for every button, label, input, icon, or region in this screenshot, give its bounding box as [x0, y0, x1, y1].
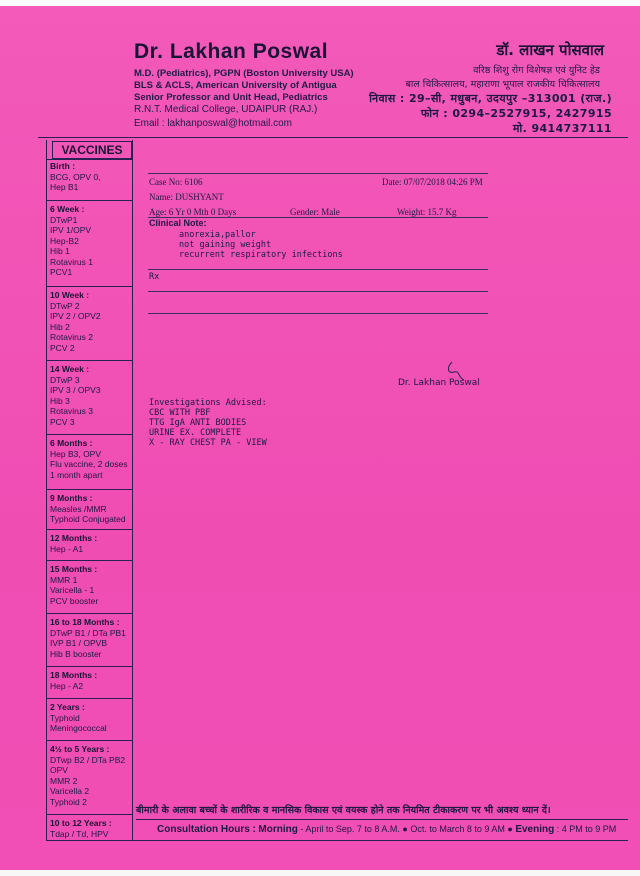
morning-label: Morning [258, 824, 298, 835]
investigation-item: URINE EX. COMPLETE [149, 428, 242, 438]
vaccine-age-heading: 12 Months : [50, 533, 98, 543]
vaccine-age-heading: 9 Months : [50, 493, 93, 503]
vaccine-age-heading: 16 to 18 Months : [50, 617, 120, 627]
vaccine-group-separator [46, 560, 132, 561]
visit-date: Date: 07/07/2018 04:26 PM [382, 177, 483, 187]
vaccine-group [50, 290, 132, 353]
case-number: Case No: 6106 [149, 177, 203, 187]
vaccine-group-separator [46, 666, 132, 667]
vaccine-age-heading: 18 Months : [50, 670, 98, 680]
consultation-hours [157, 824, 616, 835]
vaccines-title: VACCINES [52, 141, 132, 159]
vaccine-item: Hep-B2 [50, 235, 79, 246]
footer-divider [136, 819, 628, 820]
college-line: R.N.T. Medical College, UDAIPUR (RAJ.) [134, 104, 318, 115]
vaccine-item: Meningococcal [50, 723, 107, 733]
vaccine-group [50, 533, 132, 554]
hindi-designation: वरिष्ठ शिशु रोग विशेषज्ञ एवं युनिट हेड [473, 65, 600, 76]
vaccine-item: Hib B booster [50, 648, 102, 659]
vaccine-group-separator [46, 740, 132, 741]
vaccine-item: Hib 3 [50, 395, 70, 406]
vaccine-item: MMR 1 [50, 574, 78, 585]
vaccine-item: Flu vaccine, 2 doses [50, 459, 128, 469]
investigation-item: TTG IgA ANTI BODIES [149, 418, 247, 428]
vaccine-group [50, 438, 132, 480]
evening-hours: : 4 PM to 9 PM [554, 824, 617, 834]
mobile-number: मो. 9414737111 [512, 122, 612, 135]
vaccine-group [50, 364, 132, 427]
phone-numbers: फोन : 0294–2527915, 2427915 [420, 107, 612, 120]
vaccine-item: OPV [50, 765, 68, 775]
patient-gender: Gender: Male [290, 207, 340, 217]
vaccine-group-separator [46, 698, 132, 699]
vaccine-age-heading: Birth : [50, 161, 76, 171]
left-margin-line [46, 140, 47, 840]
investigations-heading: Investigations Advised: [149, 398, 267, 408]
vaccine-item: BCG, OPV 0, [50, 171, 101, 182]
vaccine-item: Hep - A1 [50, 543, 84, 554]
vaccine-item: PCV 3 [50, 416, 75, 427]
vaccine-item: Typhoid 2 [50, 796, 87, 807]
vaccine-group-separator [46, 529, 132, 530]
vaccine-item: IPV 1/OPV [50, 225, 92, 235]
vaccine-item: IPV 2 / OPV2 [50, 311, 101, 321]
vaccine-age-heading: 4½ to 5 Years : [50, 744, 110, 754]
vaccine-item: Measles /MMR [50, 503, 107, 514]
consultation-label: Consultation Hours : [157, 824, 256, 835]
clinical-note-line: anorexia,pallor [179, 230, 256, 240]
vaccine-item: Hep B1 [50, 182, 79, 192]
header-divider [38, 137, 628, 138]
patient-name: Name: DUSHYANT [149, 192, 224, 202]
vaccine-item: MMR 2 [50, 775, 78, 786]
vaccine-age-heading: 14 Week : [50, 364, 90, 374]
vaccine-item: DTwp B2 / DTa PB2 [50, 754, 126, 765]
paper-edge-bottom [0, 870, 640, 876]
vaccine-item: Typhoid [50, 712, 80, 723]
vaccine-group-separator [46, 489, 132, 490]
rule-top [148, 173, 488, 174]
vaccine-item: PCV1 [50, 267, 73, 277]
vaccine-item: Varicella 2 [50, 786, 90, 796]
vaccine-item: IVP B1 / OPVB [50, 638, 108, 648]
vaccine-item: Rotavirus 3 [50, 406, 93, 416]
vaccine-group-separator [46, 200, 132, 201]
vaccine-item: Tdap / Td, HPV [50, 828, 109, 839]
vaccine-group-separator [46, 613, 132, 614]
hindi-hospital: बाल चिकित्सालय, महाराणा भूपाल राजकीय चिकित्सालय [405, 79, 600, 90]
vaccine-item: 1 month apart [50, 469, 103, 480]
vaccine-item: Hep B3, OPV [50, 448, 102, 459]
vaccine-age-heading: 6 Week : [50, 204, 85, 214]
vaccine-item: PCV 2 [50, 342, 75, 353]
vaccine-group [50, 493, 132, 525]
email-line: Email : lakhanposwal@hotmail.com [134, 118, 292, 129]
vaccine-group-separator [46, 434, 132, 435]
vaccine-age-heading: 6 Months : [50, 438, 93, 448]
patient-age: Age: 6 Yr 0 Mth 0 Days [149, 207, 237, 217]
vaccine-item: DTwP B1 / DTa PB1 [50, 627, 126, 638]
vaccine-group [50, 818, 132, 839]
vaccine-item: Hib 1 [50, 246, 70, 256]
investigation-item: CBC WITH PBF [149, 408, 211, 418]
vaccine-group [50, 564, 132, 606]
morning-hours: - April to Sep. 7 to 8 A.M. ● Oct. to March 8 to 9 AM ● [297, 824, 516, 834]
vaccine-item: PCV booster [50, 595, 99, 606]
vaccine-group [50, 670, 132, 691]
clinical-note-line: recurrent respiratory infections [179, 250, 343, 260]
evening-label: Evening [515, 824, 555, 835]
vaccine-age-heading: 10 Week : [50, 290, 90, 300]
vaccine-item: DTwP1 [50, 214, 78, 225]
paper-edge-top [0, 0, 640, 6]
vaccine-group [50, 617, 132, 659]
vaccine-group-separator [46, 159, 132, 160]
investigation-item: X - RAY CHEST PA - VIEW [149, 438, 267, 448]
residence-address: निवास : 29–सी, मधुबन, उदयपुर –313001 (राज.) [369, 92, 612, 105]
vaccine-item: Rotavirus 1 [50, 256, 93, 267]
rule-rx [148, 291, 488, 292]
vaccine-group-separator [46, 286, 132, 287]
credential-line-3: Senior Professor and Unit Head, Pediatrics [134, 92, 328, 103]
doctor-name-english: Dr. Lakhan Poswal [134, 40, 329, 63]
vaccine-item: Typhoid Conjugated [50, 514, 126, 524]
patient-weight: Weight: 15.7 Kg [397, 207, 457, 217]
vaccine-item: Varicella - 1 [50, 585, 95, 595]
vaccine-item: IPV 3 / OPV3 [50, 385, 101, 395]
rule-clinical [148, 269, 488, 270]
credential-line-2: BLS & ACLS, American University of Antigua [134, 80, 337, 91]
vaccine-item: Hib 2 [50, 321, 70, 332]
clinical-note-line: not gaining weight [179, 240, 272, 250]
credential-line-1: M.D. (Pediatrics), PGPN (Boston University USA) [134, 68, 354, 79]
column-divider [132, 140, 133, 840]
vaccine-item: DTwP 3 [50, 374, 80, 385]
vaccine-group [50, 161, 132, 193]
doctor-name-hindi: डॉ. लाखन पोसवाल [496, 41, 604, 59]
vaccine-group-separator [46, 360, 132, 361]
vaccine-item: Rotavirus 2 [50, 332, 93, 342]
vaccine-age-heading: 15 Months : [50, 564, 98, 574]
doctor-signature-name: Dr. Lakhan Poswal [398, 378, 480, 388]
vaccine-group [50, 204, 132, 278]
rx-symbol: Rx [149, 272, 160, 282]
bottom-divider [46, 840, 628, 841]
rule-rx-bottom [148, 313, 488, 314]
vaccine-item: Hep - A2 [50, 680, 84, 691]
vaccine-group [50, 702, 132, 734]
vaccine-age-heading: 10 to 12 Years : [50, 818, 112, 828]
immunization-reminder: बीमारी के अलावा बच्चों के शारीरिक व मानसिक विकास एवं वयस्क होने तक नियमित टीकाकरण पर भी अवश्य ध्यान दें। [136, 805, 551, 816]
clinical-note-heading: Clinical Note: [149, 218, 207, 228]
vaccine-item: DTwP 2 [50, 300, 80, 311]
vaccine-group [50, 744, 132, 807]
vaccine-group-separator [46, 814, 132, 815]
vaccine-age-heading: 2 Years : [50, 702, 85, 712]
